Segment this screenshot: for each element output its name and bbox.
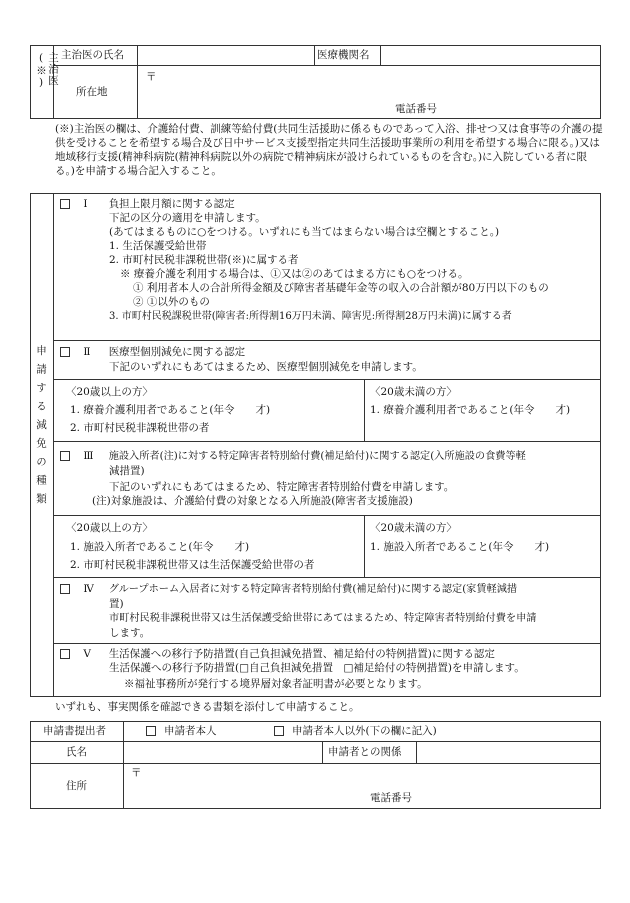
attach-note: いずれも、事実関係を確認できる書類を添付して申請すること。 <box>55 701 360 713</box>
section2-left-item2: 2. 市町村民税非課税世帯の者 <box>70 422 210 434</box>
doctor-address-label: 所在地 <box>76 86 108 98</box>
section1-item1: 1. 生活保護受給世帯 <box>109 240 207 252</box>
divider <box>53 340 601 341</box>
section3-number: Ⅲ <box>83 450 94 462</box>
section1-number: Ⅰ <box>83 198 88 210</box>
section1-line1: 下記の区分の適用を申請します。 <box>109 212 266 224</box>
section3-row <box>60 450 526 463</box>
submitter-postal-mark: 〒 <box>131 767 142 779</box>
divider <box>314 45 315 65</box>
doctor-address-field[interactable] <box>138 66 600 118</box>
section3-left-item2: 2. 市町村民税非課税世帯又は生活保護受給世帯の者 <box>70 559 315 571</box>
submitter-other-checkbox[interactable] <box>274 726 284 736</box>
section2-right-head: 〈20歳未満の方〉 <box>370 386 457 398</box>
section5-title: 生活保護への移行予防措置(自己負担減免措置、補足給付の特例措置)に関する認定 <box>108 648 495 660</box>
section1-title: 負担上限月額に関する認定 <box>108 198 235 210</box>
doctor-note: (※)主治医の欄は、介護給付費、訓練等給付費(共同生活援助に係るものであって入浴、排せつ又は食事等の介護の提供を受けることを希望する場合及び日中サービス支援型指定共同生活援助事業所の利用を希望する場合に限る。)又は地域移行支援(精神科病院(精神科病院以外の病院で精神病床が設けられているものを含む。)に入院している者に限る。)を申請する場合記入すること。 <box>55 123 603 177</box>
institution-label: 医療機関名 <box>317 49 370 61</box>
divider <box>53 379 601 380</box>
section2-checkbox[interactable] <box>60 347 70 357</box>
section2-number: Ⅱ <box>83 346 91 358</box>
reduction-side-label: 申請する減免の種類 <box>35 345 47 512</box>
submitter-self-checkbox[interactable] <box>146 726 156 736</box>
section3-left-head: 〈20歳以上の方〉 <box>66 522 153 534</box>
section4-line1: 市町村民税非課税世帯又は生活保護受給世帯にあてはまるため、特定障害者特別給付費を申請 <box>109 613 537 624</box>
section3-left-item1: 1. 施設入所者であること(年令 才) <box>70 541 250 553</box>
section2-left-item1: 1. 療養介護利用者であること(年令 才) <box>70 404 271 416</box>
submitter-address-field[interactable] <box>124 764 600 808</box>
divider <box>322 741 323 763</box>
section5-line2: ※福祉事務所が発行する境界層対象者証明書が必要となります。 <box>124 678 428 690</box>
submitter-self-label: 申請者本人 <box>164 725 217 737</box>
submitter-label: 申請書提出者 <box>43 725 106 737</box>
section5-row <box>60 648 495 661</box>
submitter-opt2[interactable] <box>274 725 437 738</box>
divider <box>364 515 365 577</box>
doctor-side-label: 主治医(※) <box>35 52 59 90</box>
section4-checkbox[interactable] <box>60 584 70 594</box>
section1-item5: ② ①以外のもの <box>133 296 210 308</box>
section5-number: Ⅴ <box>83 648 91 660</box>
institution-field[interactable] <box>381 46 600 64</box>
section1-line2: (あてはまるものに○をつける。いずれにも当てはまらない場合は空欄とすること。) <box>109 226 500 238</box>
section4-title-cont: 置) <box>109 598 124 610</box>
section4-line2: します。 <box>109 627 151 639</box>
doctor-phone-label: 電話番号 <box>395 103 437 115</box>
section1-item3: ※ 療養介護を利用する場合は、①又は②のあてはまる方にも○をつける。 <box>120 268 469 280</box>
section5-checkbox[interactable] <box>60 649 70 659</box>
section3-line1: 下記のいずれにもあてはまるため、特定障害者特別給付費を申請します。 <box>109 481 455 493</box>
submitter-other-label: 申請者本人以外(下の欄に記入) <box>292 725 437 737</box>
submitter-relation-field[interactable] <box>417 742 600 762</box>
section3-right-head: 〈20歳未満の方〉 <box>370 522 457 534</box>
submitter-opt1[interactable] <box>146 725 217 738</box>
section1-row <box>60 198 235 211</box>
submitter-relation-label: 申請者との関係 <box>328 746 402 758</box>
section4-number: Ⅳ <box>83 583 94 595</box>
submitter-name-field[interactable] <box>124 742 321 762</box>
divider <box>53 515 601 516</box>
section3-title-cont: 減措置) <box>109 465 145 477</box>
divider <box>53 577 601 578</box>
section1-item2: 2. 市町村民税非課税世帯(※)に属する者 <box>109 254 299 266</box>
doctor-postal-mark: 〒 <box>146 71 157 83</box>
section2-title: 医療型個別減免に関する認定 <box>108 346 246 358</box>
doctor-name-field[interactable] <box>138 46 313 64</box>
section1-item4: ① 利用者本人の合計所得金額及び障害者基礎年金等の収入の合計額が80万円以下のもの <box>133 282 549 294</box>
section4-title: グループホーム入居者に対する特定障害者特別給付費(補足給付)に関する認定(家賃軽減措 <box>108 584 518 595</box>
submitter-phone-label: 電話番号 <box>370 792 412 804</box>
divider <box>53 441 601 442</box>
divider <box>364 379 365 441</box>
submitter-address-label: 住所 <box>66 780 87 792</box>
section3-checkbox[interactable] <box>60 451 70 461</box>
section5-line1: 生活保護への移行予防措置(□自己負担減免措置 □補足給付の特例措置)を申請します。 <box>109 662 525 674</box>
section1-item6: 3. 市町村民税課税世帯(障害者:所得割16万円未満、障害児:所得割28万円未満)に属する者 <box>109 311 512 322</box>
doctor-name-label: 主治医の氏名 <box>61 49 124 61</box>
section2-right-item1: 1. 療養介護利用者であること(年令 才) <box>370 404 571 416</box>
divider <box>53 193 54 697</box>
section3-line2: (注)対象施設は、介護給付費の対象となる入所施設(障害者支援施設) <box>92 495 413 507</box>
section3-right-item1: 1. 施設入所者であること(年令 才) <box>370 541 550 553</box>
section2-row <box>60 346 245 359</box>
submitter-name-label: 氏名 <box>66 746 87 758</box>
section1-checkbox[interactable] <box>60 199 70 209</box>
divider <box>53 643 601 644</box>
section2-left-head: 〈20歳以上の方〉 <box>66 386 153 398</box>
section4-row <box>60 583 517 596</box>
section2-line1: 下記のいずれにもあてはまるため、医療型個別減免を申請します。 <box>109 361 423 373</box>
section3-title: 施設入所者(注)に対する特定障害者特別給付費(補足給付)に関する認定(入所施設の食費等軽 <box>108 451 526 462</box>
